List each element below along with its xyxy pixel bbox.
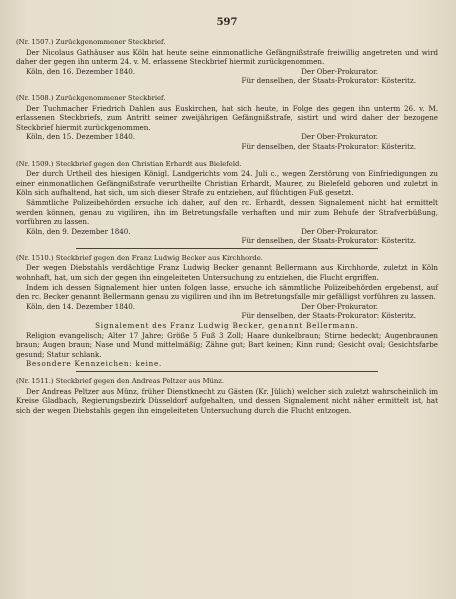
notice-1507 xyxy=(16,38,438,86)
place-date-line xyxy=(16,67,438,77)
place-date-line xyxy=(16,132,438,142)
signalement-title: Signalement des Franz Ludwig Becker, genannt Bellermann. xyxy=(95,321,359,331)
notice-body: Der Tuchmacher Friedrich Dahlen aus Euskirchen, hat sich heute, in Folge des gegen ihn unterm 26. v. M. erlassenen Steckbriefs, zum Antritt seiner zweijährigen Gefängnißstrafe, sistirt und wird daher der bezogene Steckbrief hiermit zurückgenommen. xyxy=(16,103,438,132)
signature: Für denselben, der Staats-Prokurator: Kösteritz. xyxy=(241,311,416,321)
notice-body: Der Andreas Peltzer aus Münz, früher Dienstknecht zu Gästen (Kr. Jülich) welcher sich zuletzt wahrscheinlich im Kreise Gladbach, Regierungsbezirk Düsseldorf aufgehalten, und dessen Signalement nicht näher ermittelt ist, hat sich der wegen Diebstahls gegen ihn eingeleiteten Untersuchung durch die Flucht entzogen. xyxy=(16,386,438,415)
place-date: Köln, den 9. Dezember 1840. xyxy=(26,226,131,236)
notice-body: Sämmtliche Polizeibehörden ersuche ich daher, auf den rc. Erhardt, dessen Signalement nicht hat ermittelt werden können, genau zu vigiliren, ihn im Betretungsfalle verhaften und mir zum Behufe der Strafverbüßung, vorführen zu lassen. xyxy=(16,197,438,227)
notice-heading: (Nr. 1508.) Zurückgenommener Steckbrief. xyxy=(16,93,166,102)
notice-body: Der wegen Diebstahls verdächtige Franz Ludwig Becker genannt Bellermann aus Kirchhorde, zuletzt in Köln wohnhaft, hat, um sich der gegen ihn eingeleiteten Untersuchung zu entziehen, die Flucht ergriffen. xyxy=(16,263,438,283)
place-date: Köln, den 15. Dezember 1840. xyxy=(26,132,136,142)
official-title: Der Ober-Prokurator. xyxy=(301,66,378,76)
special-marks: Besondere Kennzeichen: keine. xyxy=(26,359,163,369)
signature: Für denselben, der Staats-Prokurator: Kösteritz. xyxy=(241,141,416,151)
notice-heading: (Nr. 1511.) Steckbrief gegen den Andreas Peltzer aus Münz. xyxy=(16,377,225,385)
place-date-line xyxy=(16,302,438,312)
notice-body: Der Nicolaus Gathäuser aus Köln hat heute seine einmonatliche Gefängnißstrafe freiwillig angetreten und wird daher der gegen ihn unterm 24. v. M. erlassene Steckbrief hiermit zurückgenommen. xyxy=(16,47,438,67)
notice-1508 xyxy=(16,94,438,152)
notice-1511 xyxy=(16,377,438,415)
notice-heading: (Nr. 1509.) Steckbrief gegen den Christian Erhardt aus Bielefeld. xyxy=(16,159,242,168)
page-number: 597 xyxy=(216,17,238,28)
notice-heading: (Nr. 1507.) Zurückgenommener Steckbrief. xyxy=(16,38,166,46)
notice-body: Der durch Urtheil des hiesigen Königl. Landgerichts vom 24. Juli c., wegen Zerstörung von Einfriedigungen zu einer einmonatlichen Gefängnißstrafe verurtheilte Christian Erhardt, Maurer, zu Bielefeld geboren und zuletzt in Köln sich aufhaltend, hat sich, um sich dieser Strafe zu entziehen, auf flüchtigen Fuß gesetzt. xyxy=(16,169,438,198)
signature: Für denselben, der Staats-Prokurator: Kösteritz. xyxy=(241,76,416,86)
signalement-text: Religion evangelisch; Alter 17 Jahre; Größe 5 Fuß 3 Zoll; Haare dunkelbraun; Stirne bedeckt; Augenbraunen braun; Augen braun; Nase und Mund mittelmäßig; Zähne gut; Bart keinen; Kinn rund; Gesicht oval; Gesichtsfarbe gesund; Statur schlank. xyxy=(16,330,438,359)
place-date: Köln, den 14. Dezember 1840. xyxy=(26,301,136,311)
notice-body: Indem ich dessen Signalement hier unten folgen lasse, ersuche ich sämmtliche Polizeibehörden ergebenst, auf den rc. Becker genannt Bellermann genau zu vigiliren und ihn im Betretungsfalle mir gefälligst vorführen zu lassen. xyxy=(16,282,438,302)
official-title: Der Ober-Prokurator. xyxy=(301,301,378,311)
place-date: Köln, den 16. Dezember 1840. xyxy=(26,66,136,76)
official-title: Der Ober-Prokurator. xyxy=(301,226,378,236)
place-date-line xyxy=(16,227,438,237)
notice-1510 xyxy=(16,254,438,369)
notice-1509 xyxy=(16,160,438,246)
notice-heading: (Nr. 1510.) Steckbrief gegen den Franz Ludwig Becker aus Kirchhorde. xyxy=(16,253,263,262)
signature: Für denselben, der Staats-Prokurator: Kösteritz. xyxy=(241,236,416,246)
official-title: Der Ober-Prokurator. xyxy=(301,132,378,142)
